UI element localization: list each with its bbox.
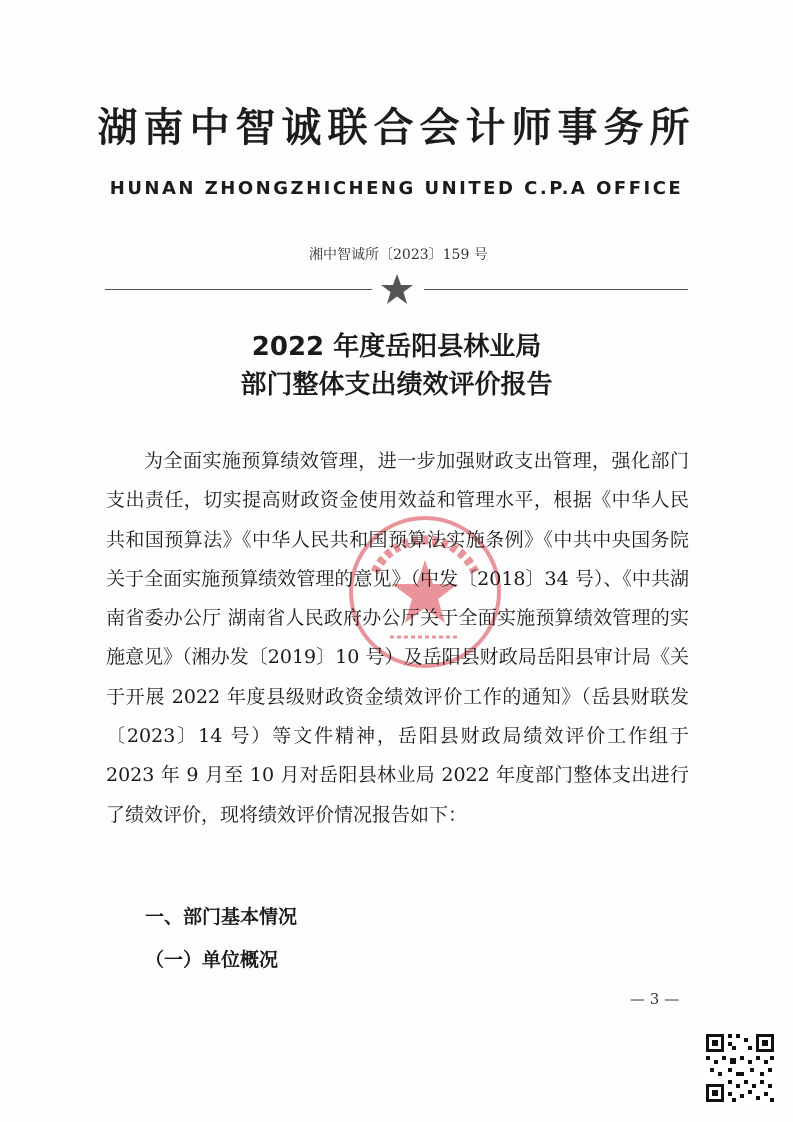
section-heading-2: （一）单位概况 (145, 949, 279, 971)
intro-paragraph: 为全面实施预算绩效管理，进一步加强财政支出管理，强化部门支出责任，切实提高财政资金使用效益和管理水平，根据《中华人民共和国预算法》《中华人民共和国预算法实施条例》《中共中央国务院关于全面实施预算绩效管理的意见》（中发〔2018〕34 号）、《中共湖南省委办公厅 湖南省人民政府办公厅关于全面实施预算绩效管理的实施意见》（湘办发〔2019〕10 号）及岳阳县财政局岳阳县审计局《关于开展 2022 年度县级财政资金绩效评价工作的通知》（岳县财联发〔2023〕14 号）等文件精神，岳阳县财政局绩效评价工作组于 2023 年 9 月至 10 月对岳阳县林业局 2022 年度部门整体支出进行了绩效评价，现将绩效评价情况报告如下： (106, 450, 689, 826)
document-number: 湘中智诚所〔2023〕159 号 (309, 247, 488, 263)
divider-left (105, 289, 372, 290)
page-number: — 3 — (630, 990, 680, 1008)
report-title-line-1: 2022 年度岳阳县林业局 (251, 332, 542, 362)
org-name-cn: 湖南中智诚联合会计师事务所 (97, 105, 696, 151)
star-icon (380, 273, 414, 305)
divider-right (424, 289, 688, 290)
section-heading-1: 一、部门基本情况 (145, 906, 298, 928)
org-name-en: HUNAN ZHONGZHICHENG UNITED C.P.A OFFICE (109, 178, 684, 199)
qr-code-icon (704, 1032, 776, 1104)
report-title-line-2: 部门整体支出绩效评价报告 (240, 370, 553, 400)
